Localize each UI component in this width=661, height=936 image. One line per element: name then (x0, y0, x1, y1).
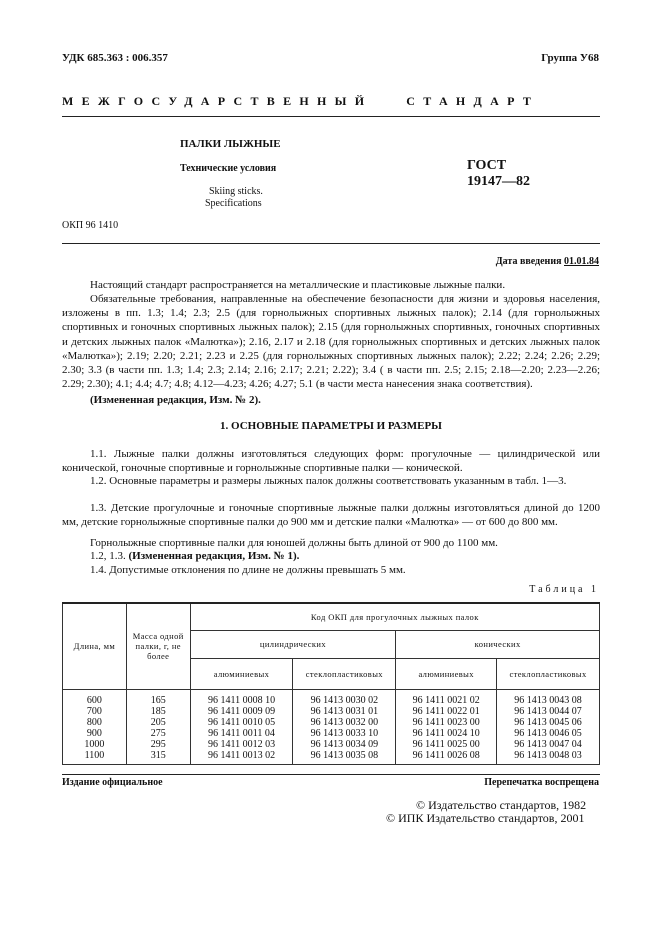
table-cell: 900 (63, 728, 127, 739)
amendment-note-1 (62, 549, 600, 563)
table-cell: 185 (126, 706, 190, 717)
okp-code: ОКП 96 1410 (62, 220, 119, 231)
gost-label: ГОСТ (467, 158, 507, 173)
document-subtitle: Технические условия (180, 163, 277, 174)
header-divider (62, 116, 600, 117)
table-cell: 96 1413 0046 05 (497, 728, 600, 739)
table-cell: 1100 (63, 750, 127, 765)
table-cell: 295 (126, 739, 190, 750)
table-cell: 96 1411 0009 09 (190, 706, 293, 717)
table-row (63, 689, 600, 706)
table-cell: 96 1411 0023 00 (396, 717, 497, 728)
table-cell: 96 1413 0031 01 (293, 706, 396, 717)
intro-date-label: Дата введения (495, 256, 562, 267)
table-cell: 96 1413 0030 02 (293, 689, 396, 706)
table-cell: 96 1413 0047 04 (497, 739, 600, 750)
table-1-caption: Таблица 1 (529, 584, 599, 595)
table-cell: 96 1413 0035 08 (293, 750, 396, 765)
table-cell: 96 1413 0032 00 (293, 717, 396, 728)
table-cell: 96 1413 0045 06 (497, 717, 600, 728)
intro-paragraph-2: Обязательные требования, направленные на обеспечение безопасности для жизни и здоровья населения, изложены в пп. 1.3; 1.4; 2.3; 2.5 (для горнолыжных спортивных лыжных палок); 2.14 (для горнолыжных спортивных и гоночных спортивных лыжных палок); 2.15 (для горнолыжных спортивных, гоночных спортивных и детских лыжных палок «Малютка»); 2.16, 2.17 и 2.18 (для горнолыжных спортивных и детских лыжных палок «Малютка»); 2.19; 2.20; 2.21; 2.23 и 2.25 (для горнолыжных спортивных лыжных палок); 2.22; 2.24; 2.26; 2.29; 2.30; 3.3 (в части пп. 1.3; 1.4; 2.3; 2.14; 2.16; 2.17; 2.21; 2.22); 3.4 ( в части пп. 2.5; 2.15; 2.18—2.20; 2.23—2.26; 2.29; 2.30); 4.1; 4.4; 4.7; 4.8; 4.12—4.23; 4.26; 4.27; 5.1 (в части места нанесения знака соответствия). (62, 293, 600, 391)
title-divider (62, 243, 600, 244)
standard-banner: МЕЖГОСУДАРСТВЕННЫЙ СТАНДАРТ (62, 94, 540, 108)
intro-date-value: 01.01.84 (564, 256, 599, 267)
amendment-note-1-text: (Измененная редакция, Изм. № 1). (128, 550, 300, 562)
table-cell: 96 1411 0022 01 (396, 706, 497, 717)
copyright-1982: © Издательство стандартов, 1982 (416, 798, 587, 812)
table-cell: 275 (126, 728, 190, 739)
group-code: Группа У68 (541, 52, 599, 64)
table-cell: 700 (63, 706, 127, 717)
document-title: ПАЛКИ ЛЫЖНЫЕ (180, 138, 281, 150)
table-cell: 96 1411 0025 00 (396, 739, 497, 750)
header-mass: Масса одной палки, г, не более (126, 603, 190, 689)
table-cell: 96 1411 0008 10 (190, 689, 293, 706)
table-cell: 165 (126, 689, 190, 706)
table-cell: 96 1411 0010 05 (190, 717, 293, 728)
header-fiberglass-cyl: стеклопластиковых (293, 658, 396, 689)
table-cell: 96 1413 0033 10 (293, 728, 396, 739)
table-cell: 1000 (63, 739, 127, 750)
gost-number: 19147—82 (467, 174, 530, 189)
header-length: Длина, мм (63, 603, 127, 689)
table-cell: 800 (63, 717, 127, 728)
table-cell: 96 1411 0011 04 (190, 728, 293, 739)
header-aluminium-cyl: алюминиевых (190, 658, 293, 689)
table-row (63, 728, 600, 739)
table-row (63, 706, 600, 717)
copyright-2001: © ИПК Издательство стандартов, 2001 (386, 811, 585, 825)
table-1 (62, 602, 600, 765)
amendment-note-2: (Измененная редакция, Изм. № 2). (90, 394, 261, 406)
table-cell: 96 1411 0021 02 (396, 689, 497, 706)
clause-1-3: 1.3. Детские прогулочные и гоночные спортивные лыжные палки должны изготовляться длиной до 1200 мм, детские горнолыжные спортивные палки до 900 мм и детские палки «Малютка» — от 600 до 800 мм. (62, 502, 600, 529)
clause-1-1: 1.1. Лыжные палки должны изготовляться следующих форм: прогулочные — цилиндрической или конической, гоночные спортивные и горнолыжные спортивные палки — конической. (62, 448, 600, 475)
header-okp: Код ОКП для прогулочных лыжных палок (190, 603, 599, 630)
table-cell: 96 1411 0012 03 (190, 739, 293, 750)
table-cell: 315 (126, 750, 190, 765)
table-cell: 96 1413 0048 03 (497, 750, 600, 765)
table-cell: 96 1411 0024 10 (396, 728, 497, 739)
clause-1-3-youth: Горнолыжные спортивные палки для юношей должны быть длиной от 900 до 1100 мм. (90, 537, 498, 549)
table-cell: 600 (63, 689, 127, 706)
intro-paragraph-1: Настоящий стандарт распространяется на металлические и пластиковые лыжные палки. (90, 279, 506, 291)
clause-1-4: 1.4. Допустимые отклонения по длине не должны превышать 5 мм. (90, 564, 406, 576)
table-row (63, 739, 600, 750)
clause-1-2: 1.2. Основные параметры и размеры лыжных палок должны соответствовать указанным в табл. 1—3. (90, 475, 567, 487)
table-cell: 96 1413 0044 07 (497, 706, 600, 717)
header-aluminium-con: алюминиевых (396, 658, 497, 689)
table-cell: 96 1411 0013 02 (190, 750, 293, 765)
table-cell: 96 1413 0043 08 (497, 689, 600, 706)
section-1-heading: 1. ОСНОВНЫЕ ПАРАМЕТРЫ И РАЗМЕРЫ (220, 420, 442, 432)
table-row (63, 717, 600, 728)
table-cell: 96 1413 0034 09 (293, 739, 396, 750)
reprint-prohibited: Перепечатка воспрещена (484, 777, 599, 788)
amendment-note-1-ref: 1.2, 1.3. (90, 550, 126, 562)
header-cylindrical: цилиндрических (190, 630, 396, 658)
table-cell: 96 1411 0026 08 (396, 750, 497, 765)
footer-divider (62, 774, 600, 775)
table-row (63, 750, 600, 765)
official-edition: Издание официальное (62, 777, 163, 788)
udk-code: УДК 685.363 : 006.357 (62, 52, 168, 64)
table-cell: 205 (126, 717, 190, 728)
intro-date (496, 256, 599, 267)
english-title-line2: Specifications (205, 198, 262, 209)
header-fiberglass-con: стеклопластиковых (497, 658, 600, 689)
english-title-line1: Skiing sticks. (209, 186, 263, 197)
header-conical: конических (396, 630, 600, 658)
